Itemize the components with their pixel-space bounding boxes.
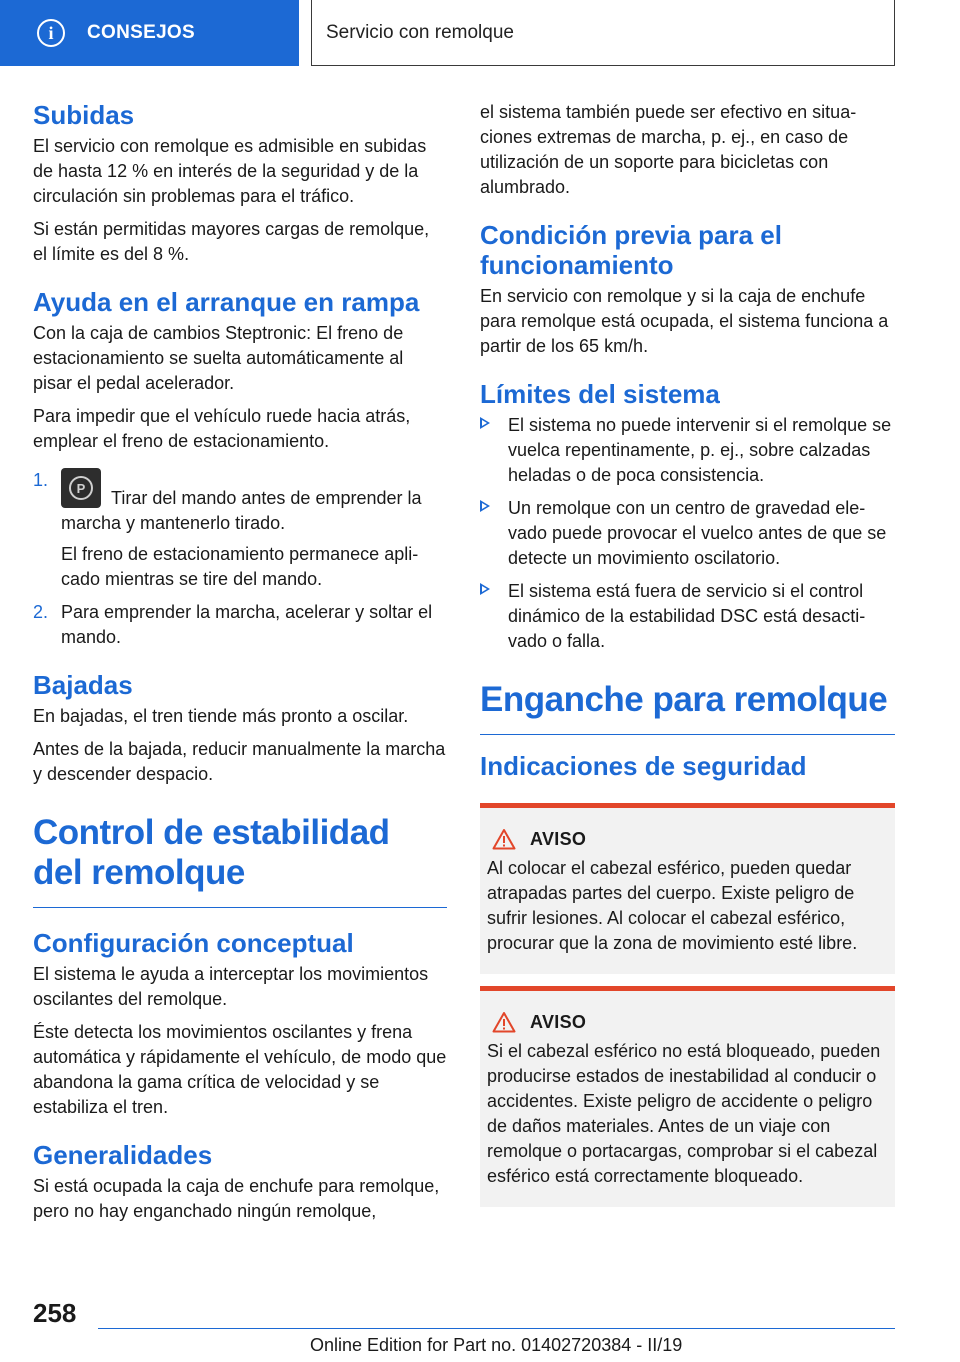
warning-label: AVISO <box>530 828 587 849</box>
list-item: El sistema está fuera de servicio si el control dinámico de la estabilidad DSC está desactivado o falla. <box>480 579 895 654</box>
parking-brake-icon: P <box>61 468 101 508</box>
left-column <box>33 100 447 1232</box>
page-header <box>0 0 960 66</box>
heading-configuracion: Configuración conceptual <box>33 928 354 958</box>
heading-control-estabilidad: Control de estabilidad del remolque <box>33 813 447 908</box>
paragraph: Antes de la bajada, reducir manualmente la marcha y descender despacio. <box>33 739 446 784</box>
paragraph: El servicio con remolque es admisible en subidas de hasta 12 % en interés de la seguridad y de la circulación sin problemas para el tráfico. <box>33 136 427 206</box>
list-item: El sistema no puede intervenir si el remolque se vuelca repentinamente, p. ej., sobre calzadas heladas o de poca consistencia. <box>480 413 895 488</box>
paragraph: El sistema le ayuda a interceptar los movimientos oscilantes del remolque. <box>33 964 429 1009</box>
heading-generalidades: Generalidades <box>33 1140 213 1170</box>
paragraph: Si está ocupada la caja de enchufe para remolque, pero no hay enganchado ningún remolque, <box>33 1176 440 1221</box>
right-column <box>480 100 895 1219</box>
step-text: Para emprender la marcha, acelerar y soltar el mando. <box>61 602 433 647</box>
list-item <box>33 600 447 650</box>
heading-limites: Límites del sistema <box>480 379 720 409</box>
warning-box <box>480 803 895 974</box>
footer-divider <box>98 1328 895 1329</box>
paragraph: Para impedir que el vehículo ruede hacia atrás, emplear el freno de estacionamiento. <box>33 406 411 451</box>
heading-seguridad: Indicaciones de seguridad <box>480 751 807 781</box>
bullet-triangle-icon <box>480 500 490 512</box>
list-item <box>33 468 447 592</box>
warning-triangle-icon <box>492 828 516 850</box>
warning-triangle-icon <box>492 1011 516 1033</box>
paragraph: el sistema también puede ser efectivo en situaciones extremas de marcha, p. ej., en caso de utilización de un soporte para bicicletas con alumbrado. <box>480 102 857 197</box>
section-title: Servicio con remolque <box>311 0 895 66</box>
heading-condicion: Condición previa para el funcionamiento <box>480 220 782 280</box>
limits-list <box>480 413 895 654</box>
bullet-triangle-icon <box>480 583 490 595</box>
heading-subidas: Subidas <box>33 100 135 130</box>
warning-text: Al colocar el cabezal esférico, pueden quedar atrapadas partes del cuerpo. Existe peligro de sufrir lesiones. Al colocar el cabezal esférico, procurar que la zona de movimiento esté libre. <box>487 858 858 953</box>
warning-box <box>480 986 895 1207</box>
warning-text: Si el cabezal esférico no está bloqueado, pueden producirse estados de inestabilidad al conducir o accidentes. Existe peligro de accidente o peligro de daños materiales. Antes de un viaje con remolque o portacargas, comprobar si el cabezal esférico está correctamente bloqueado. <box>487 1041 881 1186</box>
paragraph: Si están permitidas mayores cargas de remolque, el límite es del 8 %. <box>33 219 430 264</box>
list-item: Un remolque con un centro de gravedad elevado puede provocar el vuelco antes de que se detecte un movimiento oscilatorio. <box>480 496 895 571</box>
chapter-tab-label: CONSEJOS <box>87 22 195 43</box>
step-text: P Tirar del mando antes de emprender la marcha y mantenerlo tirado. <box>61 468 447 536</box>
paragraph: En bajadas, el tren tiende más pronto a oscilar. <box>33 706 409 726</box>
paragraph: Éste detecta los movimientos oscilantes y frena automática y rápidamente el vehículo, de modo que abandona la gama crítica de velocidad y se estabiliza el tren. <box>33 1022 447 1117</box>
step-number: 1. <box>33 470 49 490</box>
footer-edition: Online Edition for Part no. 01402720384 - II/19 <box>310 1335 683 1355</box>
warning-header <box>487 828 887 850</box>
paragraph: Con la caja de cambios Steptronic: El freno de estacionamiento se suelta automáticamente al pisar el pedal acelerador. <box>33 323 404 393</box>
paragraph: En servicio con remolque y si la caja de enchufe para remolque está ocupada, el sistema funciona a partir de los 65 km/h. <box>480 286 889 356</box>
heading-bajadas: Bajadas <box>33 670 133 700</box>
heading-enganche: Enganche para remolque <box>480 680 895 735</box>
steps-list <box>33 468 447 650</box>
step-number: 2. <box>33 602 49 622</box>
warning-header <box>487 1011 887 1033</box>
step-subtext: El freno de estacionamiento permanece aplicado mientras se tire del mando. <box>61 544 419 589</box>
info-icon: i <box>37 19 65 47</box>
page-number: 258 <box>33 1298 77 1328</box>
warning-label: AVISO <box>530 1011 587 1032</box>
chapter-tab[interactable] <box>0 0 299 66</box>
heading-ayuda-arranque: Ayuda en el arranque en rampa <box>33 287 420 317</box>
bullet-triangle-icon <box>480 417 490 429</box>
